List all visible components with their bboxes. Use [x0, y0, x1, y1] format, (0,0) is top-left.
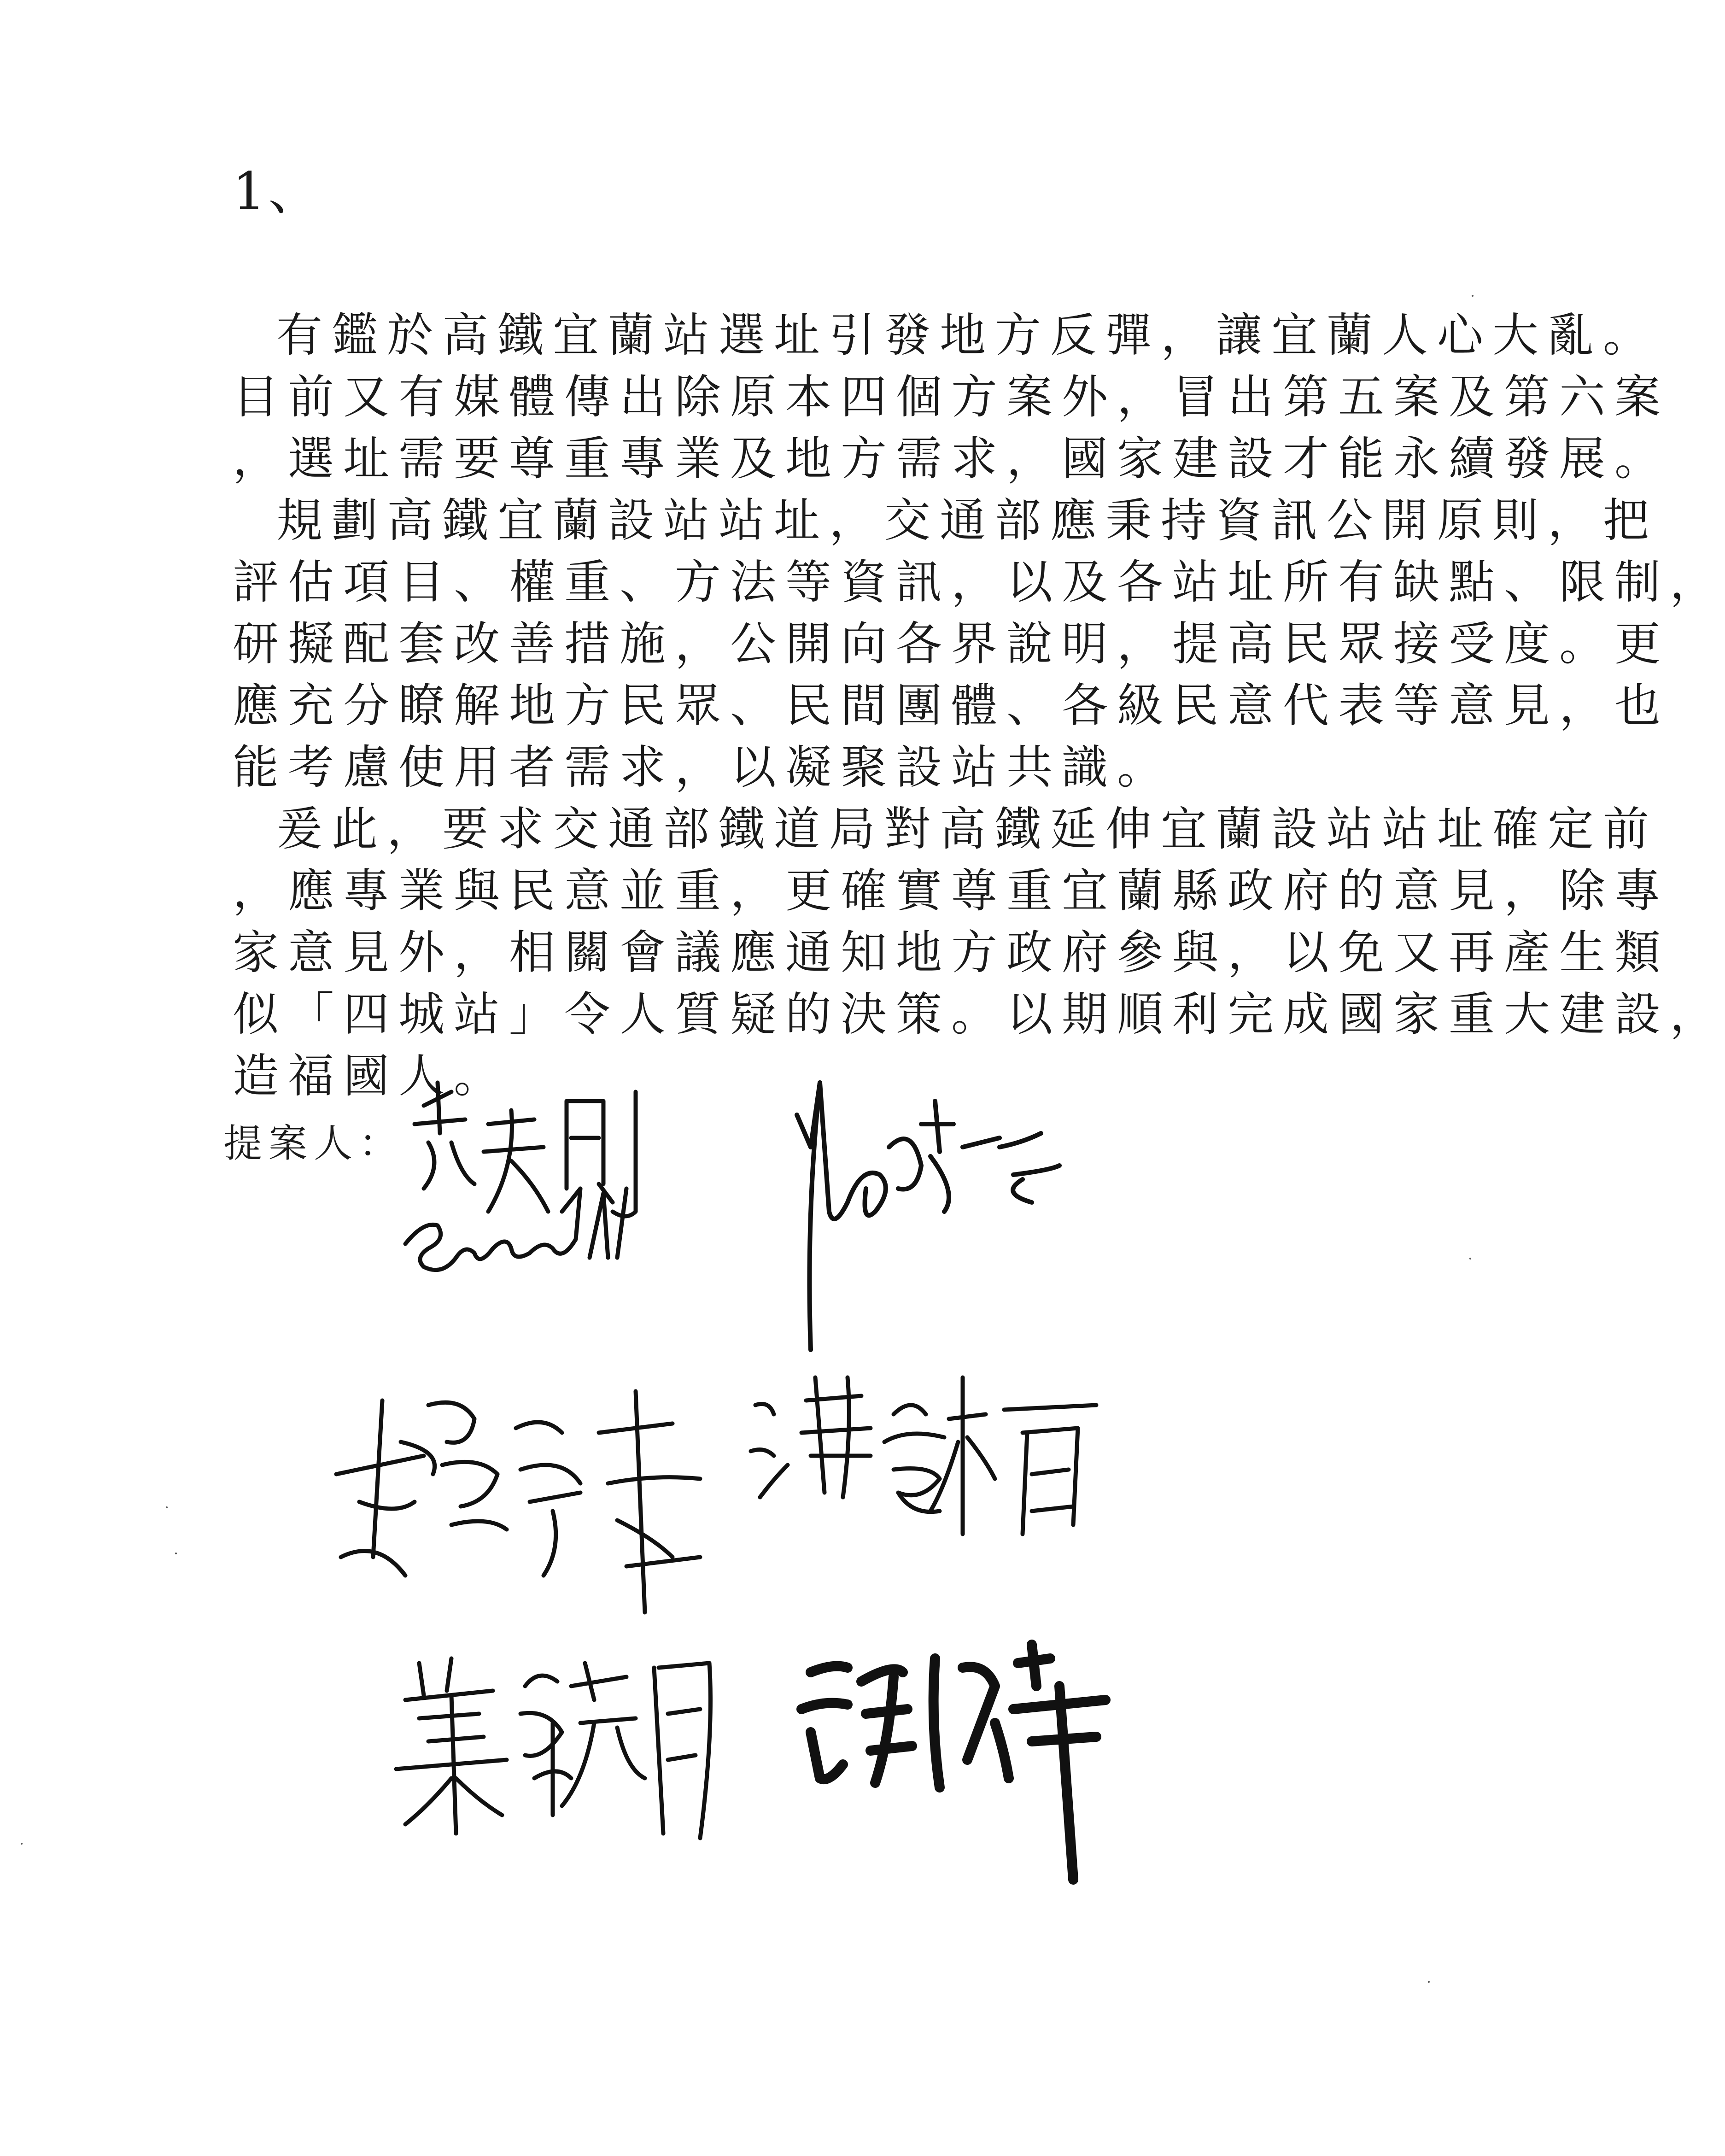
- body-line: 似「四城站」令人質疑的決策。以期順利完成國家重大建設，: [233, 987, 1725, 1041]
- body-line: 有鑑於高鐵宜蘭站選址引發地方反彈，讓宜蘭人心大亂。: [276, 308, 1658, 362]
- body-line: 目前又有媒體傳出除原本四個方案外，冒出第五案及第六案: [233, 370, 1670, 424]
- body-line: 造福國人。: [233, 1049, 509, 1103]
- scan-speck: [1428, 1981, 1430, 1983]
- signature-6: [792, 1631, 1133, 1889]
- body-line: 評估項目、權重、方法等資訊，以及各站址所有缺點、限制，: [233, 555, 1725, 609]
- signers-label: 提案人：: [223, 1121, 404, 1166]
- signature-2: [783, 1073, 1133, 1405]
- signature-5: [387, 1640, 728, 1852]
- scan-speck: [21, 1843, 23, 1845]
- body-line: 應充分瞭解地方民眾、民間團體、各級民意代表等意見，也: [233, 679, 1670, 732]
- page-number: 1、: [233, 162, 323, 222]
- scan-speck: [1469, 1258, 1471, 1260]
- body-line: 家意見外，相關會議應通知地方政府參與，以免又再產生類: [233, 926, 1670, 979]
- body-line: 爰此，要求交通部鐵道局對高鐵延伸宜蘭設站站址確定前: [276, 802, 1658, 856]
- body-line: 能考慮使用者需求，以凝聚設站共識。: [233, 740, 1172, 794]
- body-line: ，選址需要尊重專業及地方需求，國家建設才能永續發展。: [233, 432, 1670, 486]
- body-line: 規劃高鐵宜蘭設站站址，交通部應秉持資訊公開原則，把: [276, 493, 1658, 547]
- signature-1: [396, 1073, 691, 1285]
- body-line: ，應專業與民意並重，更確實尊重宜蘭縣政府的意見，除專: [233, 864, 1670, 918]
- body-line: 研擬配套改善措施，公開向各界說明，提高民眾接受度。更: [233, 617, 1670, 671]
- scan-speck: [166, 1506, 168, 1508]
- signature-4: [746, 1359, 1124, 1553]
- scan-speck: [175, 1553, 177, 1554]
- scan-speck: [1472, 295, 1474, 297]
- signature-3: [322, 1364, 728, 1631]
